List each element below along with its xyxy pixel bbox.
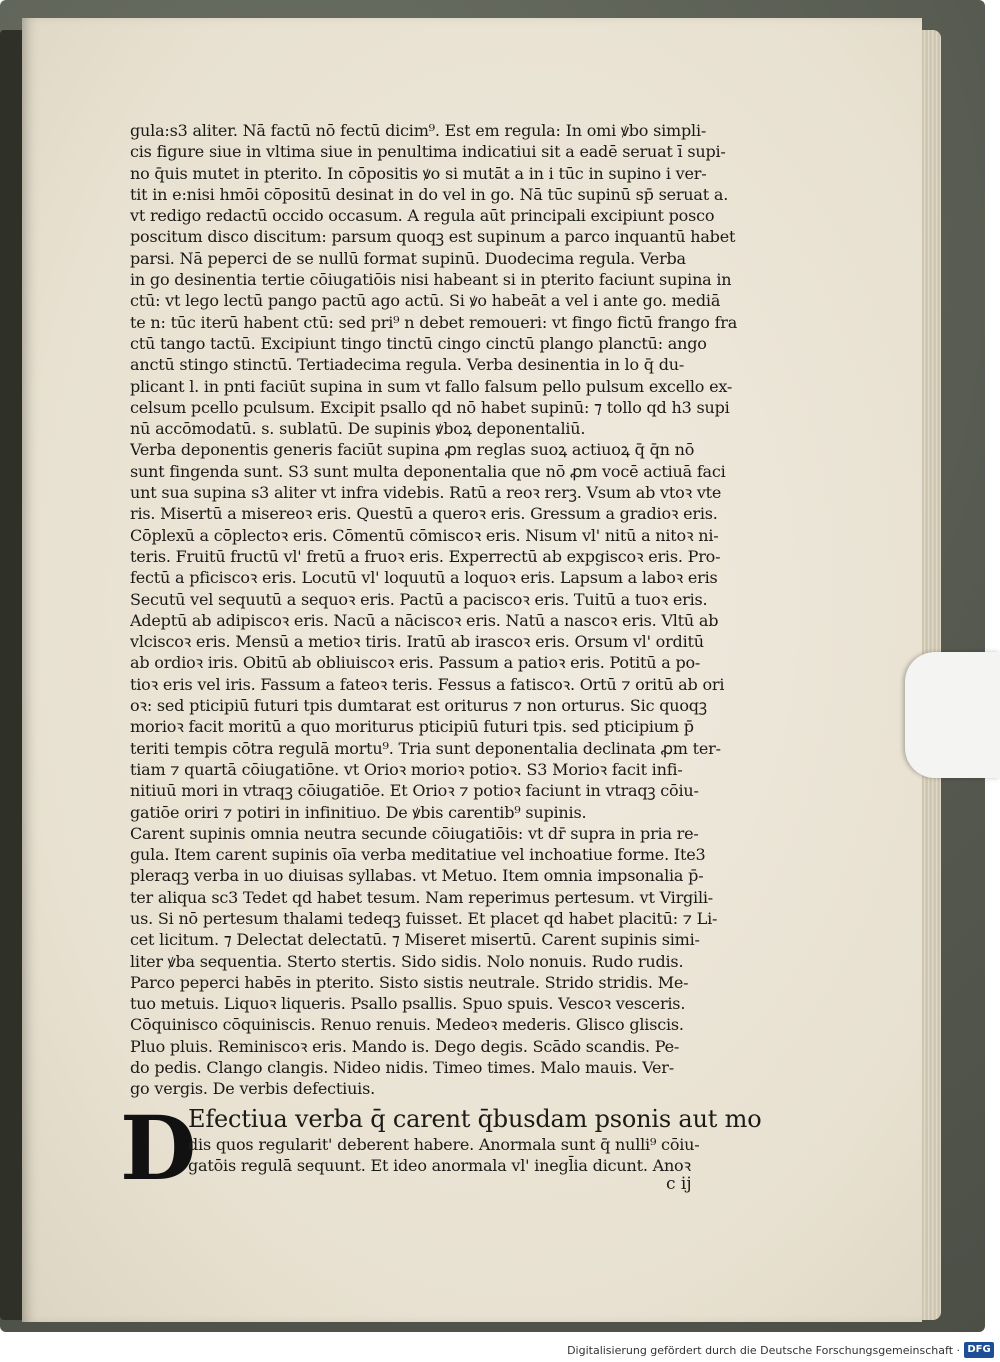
dfg-logo: DFG — [964, 1342, 994, 1358]
text-line: go vergis. De verbis defectiuis. — [130, 1079, 375, 1099]
text-line: ab ordioꝛ iris. Obitū ab obliuiscoꝛ eris. Passum a patioꝛ eris. Potitū a po- — [130, 653, 701, 673]
text-line: teriti tempis cōtra regulā mortu⁹. Tria sunt deponentalia declinata ꝓm ter- — [130, 738, 721, 758]
text-line: Pluo pluis. Reminiscoꝛ eris. Mando is. Dego degis. Scādo scandis. Pe- — [130, 1036, 680, 1056]
text-line: celsum pcello pculsum. Excipit psallo qd nō habet supinū: ⁊ tollo qd h3 supi — [130, 397, 730, 417]
text-line: gula:s3 aliter. Nā factū nō fectū dicim⁹. Est em regula: In omi ꝟbo simpli- — [130, 121, 707, 140]
text-line: liter ꝟba sequentia. Sterto stertis. Sido sidis. Nolo nonuis. Rudo rudis. — [130, 951, 684, 971]
text-line: Adeptū ab adipiscoꝛ eris. Nacū a nāciscoꝛ eris. Natū a nascoꝛ eris. Vltū ab — [130, 610, 719, 630]
text-line: ter aliqua sc3 Tedet qd habet tesum. Nam reperimus pertesum. vt Virgili- — [130, 887, 714, 907]
incipit-line: dis quos regularit' deberent habere. Anormala sunt q̄ nulli⁹ cōiu- — [188, 1134, 700, 1154]
incipit-lines — [188, 1104, 828, 1177]
text-line: plicant l. in pnti faciūt supina in sum vt fallo falsum pello pulsum excello ex- — [130, 376, 733, 396]
text-line: do pedis. Clango clangis. Nideo nidis. Timeo times. Malo mauis. Ver- — [130, 1058, 674, 1078]
text-line: Cōquinisco cōquiniscis. Renuo renuis. Medeoꝛ mederis. Glisco gliscis. — [130, 1015, 684, 1035]
text-line: parsi. Nā peperci de se nullū format supinū. Duodecima regula. Verba — [130, 248, 686, 268]
text-line: in go desinentia tertie cōiugatiōis nisi habeant si in pterito faciunt supina in — [130, 270, 732, 290]
text-line: no q̄uis mutet in pterito. In cōpositis ꝟo si mutāt a in i tūc in supino i ver- — [130, 163, 707, 183]
incipit-line: Efectiua verba q̄ carent q̄busdam psonis aut mo — [188, 1104, 762, 1133]
text-line: gula. Item carent supinis oīa verba meditatiue vel inchoatiue forme. Ite3 — [130, 845, 706, 865]
text-line: cis figure siue in vltima siue in penultima indicatiui sit a eadē seruat ī supi- — [130, 142, 726, 162]
text-line: morioꝛ facit moritū a quo moriturus pticipiū futuri tpis. sed pticipium p̄ — [130, 717, 694, 737]
text-line: oꝛ: sed pticipiū futuri tpis dumtarat est oriturus ⁊ non orturus. Sic quoqꝫ — [130, 696, 707, 716]
text-line: gatiōe oriri ⁊ potiri in infinitiuo. De ꝟbis carentib⁹ supinis. — [130, 802, 587, 822]
text-line: tuo metuis. Liquoꝛ liqueris. Psallo psallis. Spuo spuis. Vescoꝛ vesceris. — [130, 994, 686, 1014]
footer-credit: Digitalisierung gefördert durch die Deutsche Forschungsgemeinschaft · — [567, 1344, 960, 1357]
text-line: Parco peperci habēs in pterito. Sisto sistis neutrale. Strido stridis. Me- — [130, 972, 689, 992]
text-line: nitiuū mori in vtraqꝫ cōiugatiōe. Et Orioꝛ ⁊ potioꝛ faciunt in vtraqꝫ cōiu- — [130, 781, 699, 801]
footer-bar — [0, 1340, 1000, 1362]
page-text-block — [120, 120, 820, 1200]
text-line: nū accōmodatū. s. sublatū. De supinis ꝟboꝝ deponentaliū. — [130, 419, 586, 439]
incipit-paragraph — [120, 1095, 820, 1200]
text-line: poscitum disco discitum: parsum quoqꝫ est supinum a parco inquantū habet — [130, 227, 736, 247]
text-line: sunt fingenda sunt. S3 sunt multa deponentalia que nō ꝓm vocē actiuā faci — [130, 461, 726, 481]
text-line: teris. Fruitū fructū vl' fretū a fruoꝛ eris. Experrectū ab expgiscoꝛ eris. Pro- — [130, 546, 721, 566]
text-line: pleraqꝫ verba in uo diuisas syllabas. vt Metuo. Item omnia impsonalia p̄- — [130, 866, 704, 886]
text-line: tit in e:nisi hmōi cōpositū desinat in do vel in go. Nā tūc supinū sp̄ seruat a. — [130, 184, 729, 204]
page-tab-marker — [905, 652, 1000, 778]
text-line: us. Si nō pertesum thalami tedeqꝫ fuisset. Et placet qd habet placitū: ⁊ Li- — [130, 908, 718, 928]
text-line: fectū a pficiscoꝛ eris. Locutū vl' loquutū a loquoꝛ eris. Lapsum a laboꝛ eris — [130, 568, 718, 588]
text-line: Carent supinis omnia neutra secunde cōiugatiōis: vt dr̄ supra in pria re- — [130, 823, 699, 843]
text-line: te n: tūc iterū habent ctū: sed pri⁹ n debet remoueri: vt fingo fictū frango fra — [130, 312, 738, 332]
text-line: Secutū vel sequutū a sequoꝛ eris. Pactū a paciscoꝛ eris. Tuitū a tuoꝛ eris. — [130, 589, 708, 609]
signature-mark: c ij — [666, 1174, 692, 1194]
text-line: ctū: vt lego lectū pango pactū ago actū. Si ꝟo habeāt a vel i ante go. mediā — [130, 291, 721, 311]
text-line: anctū stingo stinctū. Tertiadecima regula. Verba desinentia in lo q̄ du- — [130, 355, 685, 375]
text-line: vt redigo redactū occido occasum. A regula aūt principali excipiunt posco — [130, 206, 715, 226]
text-line: vlciscoꝛ eris. Mensū a metioꝛ tiris. Iratū ab irascoꝛ eris. Orsum vl' orditū — [130, 632, 704, 652]
incipit-line: gatōis regulā sequunt. Et ideo anormala vl' inegl̄ia dicunt. Anoꝛ — [188, 1155, 691, 1175]
text-line: Verba deponentis generis faciūt supina ꝓm reglas suoꝝ actiuoꝝ q̄ q̄n nō — [130, 440, 695, 460]
text-line: Cōplexū a cōplectoꝛ eris. Cōmentū cōmiscoꝛ eris. Nisum vl' nitū a nitoꝛ ni- — [130, 525, 719, 545]
decorated-initial: D — [120, 1095, 197, 1200]
text-line: tiam ⁊ quartā cōiugatiōne. vt Orioꝛ morioꝛ potioꝛ. S3 Morioꝛ facit infi- — [130, 759, 683, 779]
text-line: tioꝛ eris vel iris. Fassum a fateoꝛ teris. Fessus a fatiscoꝛ. Ortū ⁊ oritū ab ori — [130, 674, 725, 694]
text-line: cet licitum. ⁊ Delectat delectatū. ⁊ Miseret misertū. Carent supinis simi- — [130, 930, 700, 950]
text-line: unt sua supina s3 aliter vt infra videbis. Ratū a reoꝛ rerꝫ. Vsum ab vtoꝛ vte — [130, 483, 722, 503]
text-line: ctū tango tactū. Excipiunt tingo tinctū cingo cinctū plango planctū: ango — [130, 333, 707, 353]
text-line: ris. Misertū a misereoꝛ eris. Questū a queroꝛ eris. Gressum a gradioꝛ eris. — [130, 504, 718, 524]
